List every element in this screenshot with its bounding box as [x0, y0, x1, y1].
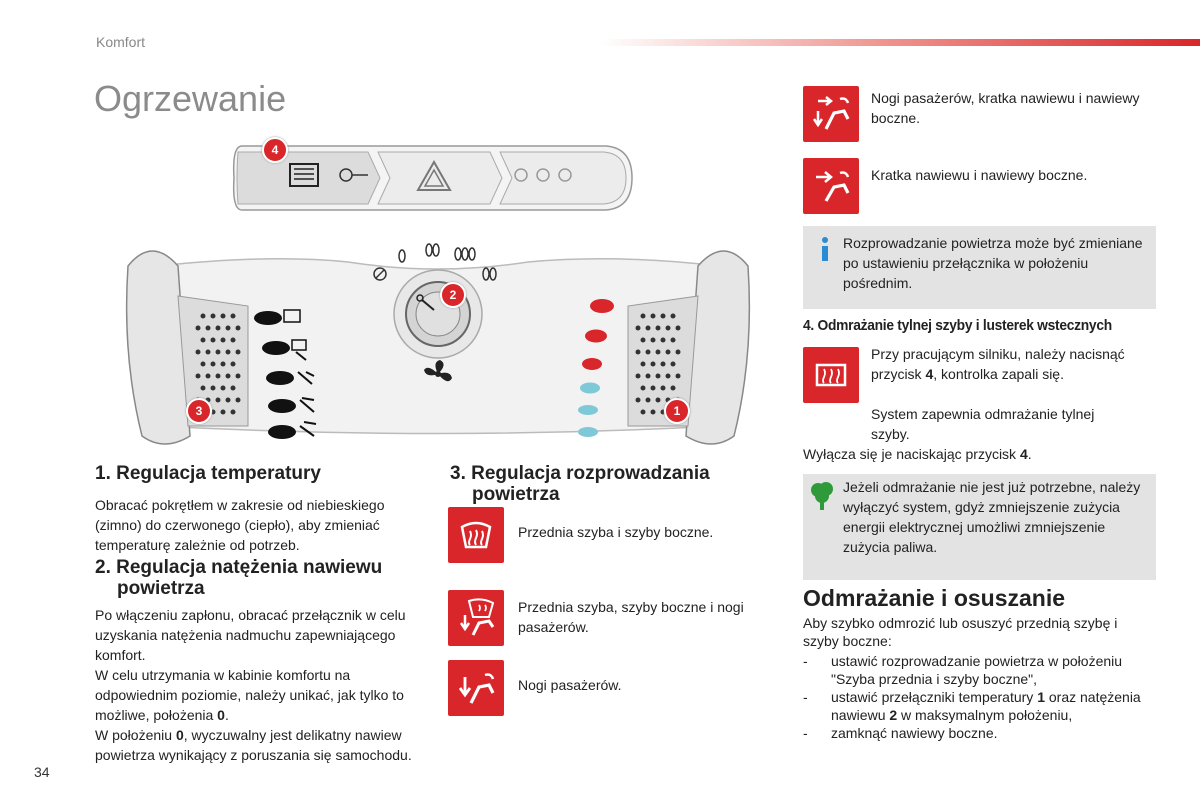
rear-defrost-p1-bold: 4	[925, 366, 934, 382]
page-title: Ogrzewanie	[94, 78, 287, 119]
feet-face-icon	[803, 86, 859, 142]
face-icon	[803, 158, 859, 214]
temperature-text: Obracać pokrętłem w zakresie od niebieskiego (zimno) do czerwonego (ciepło), aby zmieniać temperaturę zależnie od potrzeb.	[95, 497, 385, 553]
list-item	[803, 652, 1143, 688]
airflow-p3-text: W położeniu	[95, 727, 176, 743]
eco-note-box	[803, 474, 1156, 580]
list-item-text: w maksymalnym położeniu,	[897, 707, 1073, 723]
windscreen-feet-icon	[448, 590, 504, 646]
rear-defrost-p3-end: .	[1027, 446, 1032, 462]
list-item	[803, 724, 1143, 742]
list-bullet: -	[803, 689, 808, 705]
distribution-heading	[450, 463, 770, 505]
distribution-item-1-label: Przednia szyba i szyby boczne.	[518, 524, 714, 540]
info-box	[803, 226, 1156, 309]
list-bullet: -	[803, 725, 808, 741]
distribution-item-4-label: Nogi pasażerów, kratka nawiewu i nawiewy boczne.	[871, 90, 1140, 126]
list-bullet: -	[803, 653, 808, 669]
info-text: Rozprowadzanie powietrza może być zmieniane po ustawieniu przełącznika w położeniu pośrednim.	[843, 235, 1143, 291]
airflow-p2-bold: 0	[217, 707, 225, 723]
rear-defrost-p1-text: Przy pracującym silniku, należy nacisnąć przycisk	[871, 346, 1125, 382]
button-panel-illustration	[228, 138, 638, 218]
fan-speed-dial	[394, 270, 482, 358]
feet-icon	[448, 660, 504, 716]
list-item-text: ustawić przełączniki temperatury	[831, 689, 1038, 705]
heating-panel-illustration	[118, 236, 758, 454]
callout-1: 1	[664, 398, 690, 424]
airflow-heading-line2: powietrza	[117, 578, 205, 599]
header-accent-bar	[600, 39, 1200, 46]
defrost-dry-heading: Odmrażanie i osuszanie	[803, 585, 1066, 611]
list-item	[803, 688, 1143, 724]
windscreen-demist-icon	[448, 507, 504, 563]
distribution-item-3-label: Nogi pasażerów.	[518, 677, 622, 693]
airflow-p3-end: , wyczuwalny jest delikatny nawiew powietrza wynikający z poruszania się samochodu.	[95, 727, 412, 763]
defrost-dry-list	[803, 652, 1143, 742]
airflow-p3	[95, 725, 425, 765]
airflow-heading-line1: 2. Regulacja natężenia nawiewu	[95, 557, 383, 578]
defrost-dry-intro: Aby szybko odmrozić lub osuszyć przednią szybę i szyby boczne:	[803, 615, 1118, 649]
distribution-heading-line2: powietrza	[472, 484, 560, 505]
eco-note-text: Jeżeli odmrażanie nie jest już potrzebne, należy wyłączyć system, gdyż zmniejszenie zużycia energii elektrycznej umożliwi zmniejszenie zużycia paliwa.	[843, 479, 1141, 555]
airflow-p3-bold: 0	[175, 727, 184, 743]
list-item-text: ustawić rozprowadzanie powietrza w położeniu "Szyba przednia i szyby boczne",	[831, 653, 1123, 687]
distribution-item-5-label: Kratka nawiewu i nawiewy boczne.	[871, 167, 1088, 183]
rear-defrost-p3-text: Wyłącza się je naciskając przycisk	[803, 446, 1020, 462]
rear-defrost-icon	[803, 347, 859, 403]
airflow-p2	[95, 665, 425, 725]
callout-3: 3	[186, 398, 212, 424]
info-icon	[818, 236, 832, 262]
rear-defrost-heading: 4. Odmrażanie tylnej szyby i lusterek wstecznych	[803, 317, 1112, 334]
airflow-p2-text: W celu utrzymania w kabinie komfortu na odpowiednim poziomie, należy unikać, jak tylko to możliwe, położenia	[95, 667, 404, 723]
page-number: 34	[34, 764, 50, 780]
callout-4: 4	[262, 137, 288, 163]
rear-defrost-p1	[871, 344, 1133, 384]
list-item-text: oraz natężenia nawiewu	[831, 689, 1141, 723]
callout-2: 2	[440, 282, 466, 308]
airflow-p1: Po włączeniu zapłonu, obracać przełącznik w celu uzyskania natężenia nadmuchu zapewniającego komfort.	[95, 607, 406, 663]
section-tag: Komfort	[96, 34, 146, 50]
rear-defrost-p3	[803, 444, 1143, 464]
list-item-bold: 2	[889, 707, 898, 723]
rear-defrost-p1-end: , kontrolka zapali się.	[933, 366, 1064, 382]
airflow-p2-end: .	[224, 707, 229, 723]
distribution-item-2-label: Przednia szyba, szyby boczne i nogi pasażerów.	[518, 599, 744, 635]
temperature-heading: 1. Regulacja temperatury	[95, 463, 321, 484]
distribution-heading-line1: 3. Regulacja rozprowadzania	[450, 463, 710, 484]
list-item-bold: 1	[1037, 689, 1045, 705]
tree-icon	[809, 480, 835, 512]
rear-defrost-p3-bold: 4	[1019, 446, 1028, 462]
list-item-text: zamknąć nawiewy boczne.	[831, 725, 998, 741]
rear-defrost-p2: System zapewnia odmrażanie tylnej szyby.	[871, 406, 1095, 442]
airflow-heading	[95, 557, 425, 599]
